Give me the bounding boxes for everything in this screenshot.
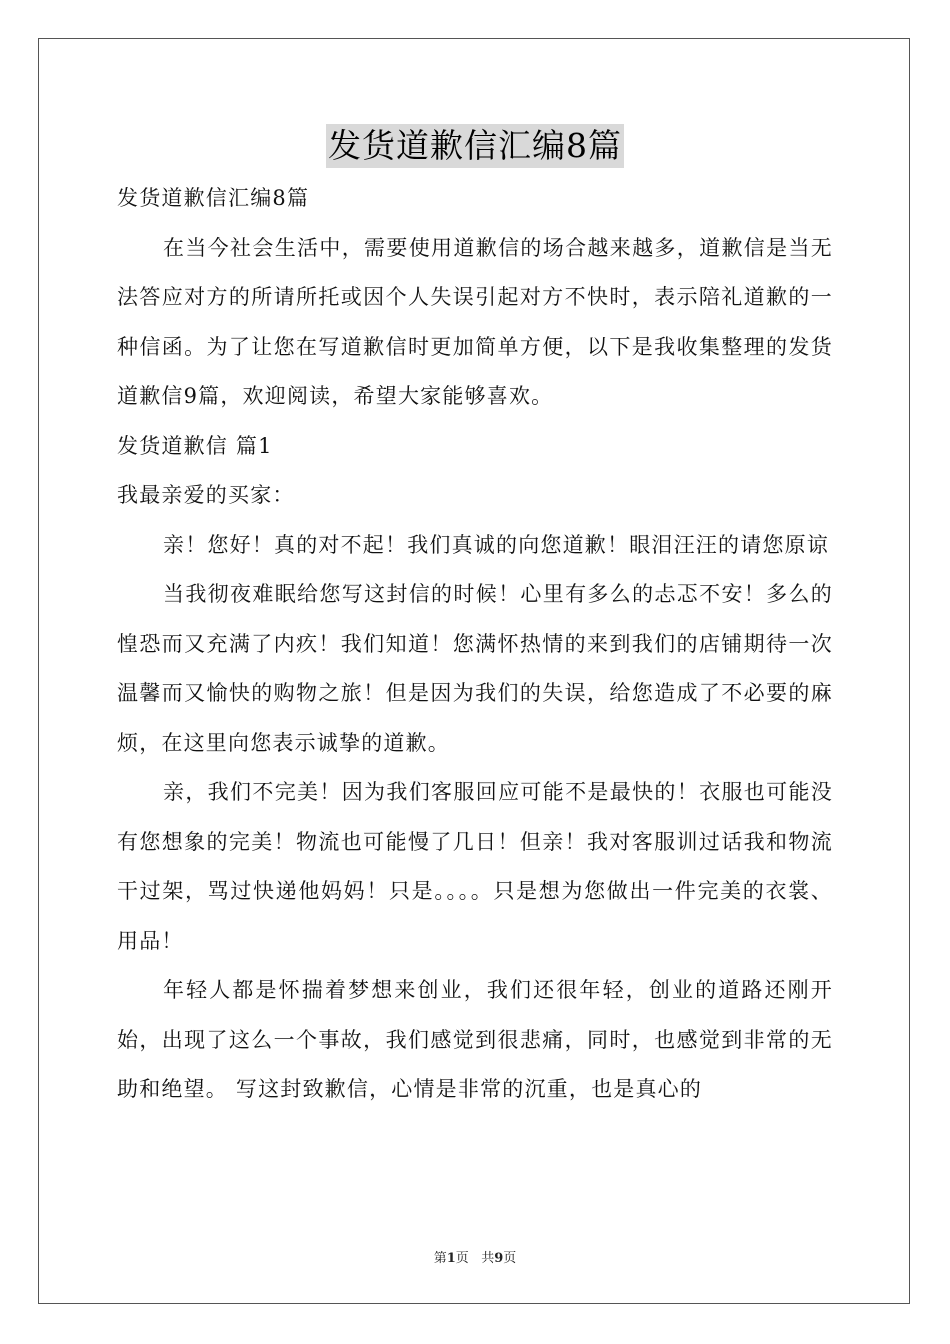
paragraph: 亲！您好！真的对不起！我们真诚的向您道歉！眼泪汪汪的请您原谅 (163, 532, 829, 557)
document-title: 发货道歉信汇编8篇 (326, 124, 624, 168)
paragraph: 发货道歉信汇编8篇 (117, 186, 310, 210)
footer-suffix: 页 (503, 1251, 517, 1266)
page-footer (0, 1247, 950, 1266)
paragraph: 亲，我们不完美！因为我们客服回应可能不是最快的！衣服也可能没有您想象的完美！物流也可能慢了几日！但亲！我对客服训过话我和物流干过架，骂过快递他妈妈！只是。。。。只是想为您做出一件完美的衣裳、用品！ (117, 780, 833, 953)
section-heading: 发货道歉信 篇1 (117, 433, 273, 458)
current-page-number: 1 (446, 1251, 456, 1266)
title-container (0, 124, 950, 168)
paragraph: 年轻人都是怀揣着梦想来创业，我们还很年轻，创业的道路还刚开始，出现了这么一个事故，我们感觉到很悲痛，同时，也感觉到非常的无助和绝望。 写这封致歉信，心情是非常的沉重，也是真心的 (117, 978, 833, 1101)
paragraph: 在当今社会生活中，需要使用道歉信的场合越来越多，道歉信是当无法答应对方的所请所托或因个人失误引起对方不快时，表示陪礼道歉的一种信函。为了让您在写道歉信时更加简单方便，以下是我收集整理的发货道歉信9篇，欢迎阅读，希望大家能够喜欢。 (117, 235, 833, 408)
footer-middle: 页 共 (455, 1251, 495, 1266)
document-body (117, 174, 833, 1115)
footer-prefix: 第 (433, 1251, 447, 1266)
salutation: 我最亲爱的买家： (117, 483, 295, 507)
total-pages-number: 9 (494, 1251, 504, 1266)
paragraph: 当我彻夜难眠给您写这封信的时候！心里有多么的忐忑不安！多么的惶恐而又充满了内疚！我们知道！您满怀热情的来到我们的店铺期待一次温馨而又愉快的购物之旅！但是因为我们的失误，给您造成了不必要的麻烦，在这里向您表示诚挚的道歉。 (117, 582, 833, 755)
